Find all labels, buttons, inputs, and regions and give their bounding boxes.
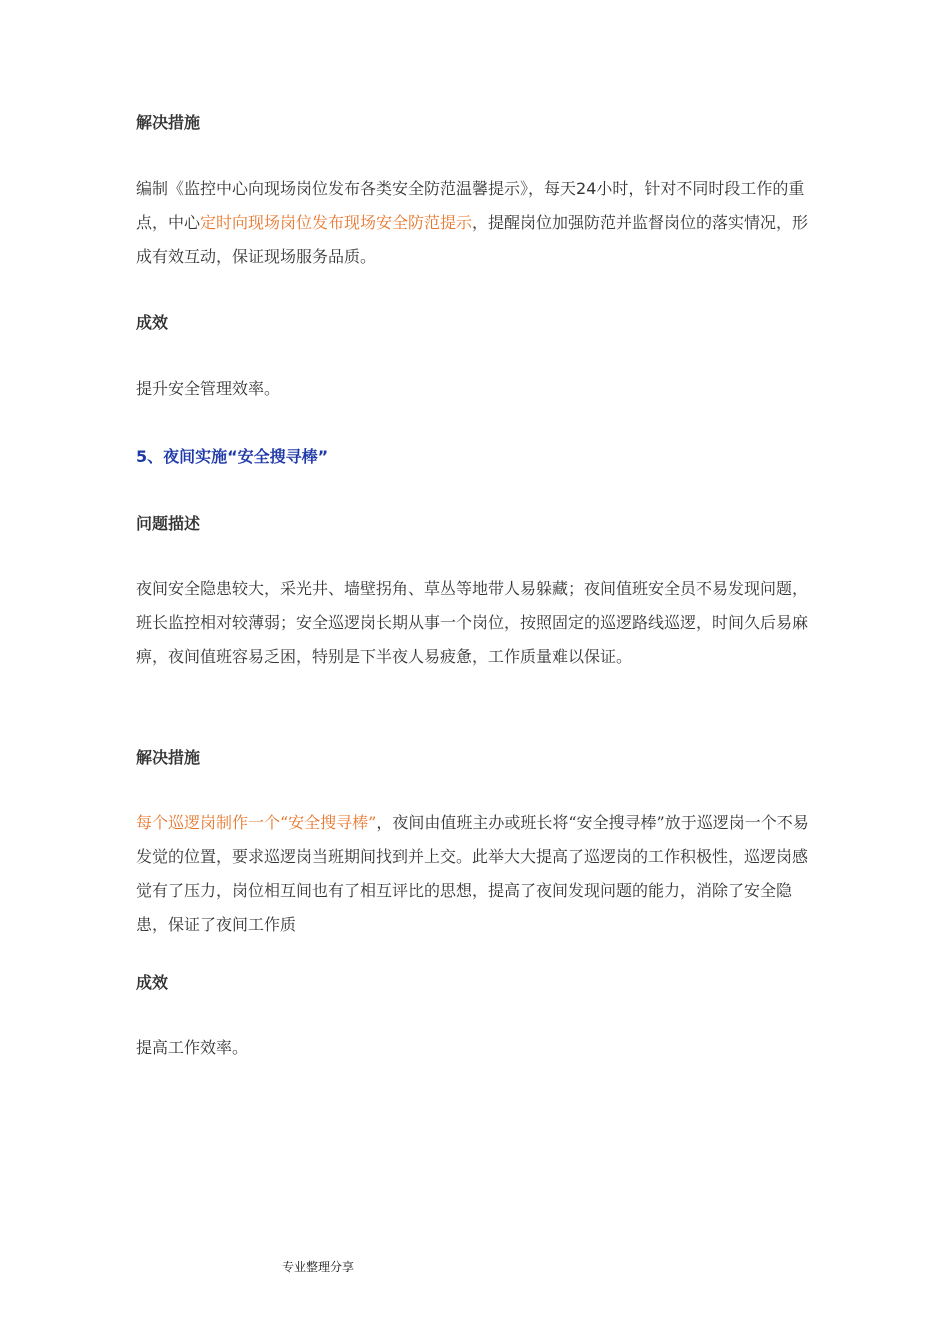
paragraph-number: 24 xyxy=(576,179,597,198)
section-title: 5、夜间实施“安全搜寻棒” xyxy=(136,447,329,466)
footer-note: 专业整理分享 xyxy=(282,1260,355,1274)
highlighted-text: 每个巡逻岗制作一个“安全搜寻棒” xyxy=(136,813,377,832)
heading-problem: 问题描述 xyxy=(136,514,201,533)
heading-solution: 解决措施 xyxy=(136,113,201,132)
paragraph-solution xyxy=(136,806,816,942)
heading-result: 成效 xyxy=(136,973,169,992)
heading-result: 成效 xyxy=(136,313,169,332)
paragraph-text: 小时，针对不同时段工作的重点，中心 xyxy=(136,179,805,232)
paragraph-problem: 夜间安全隐患较大，采光井、墙壁拐角、草丛等地带人易躲藏；夜间值班安全员不易发现问题，班长监控相对较薄弱；安全巡逻岗长期从事一个岗位，按照固定的巡逻路线巡逻，时间久后易麻痹，夜间值班容易乏困，特别是下半夜人易疲惫，工作质量难以保证。 xyxy=(136,579,809,666)
paragraph-solution xyxy=(136,172,816,274)
heading-solution: 解决措施 xyxy=(136,748,201,767)
paragraph-text: ，提醒岗位加强防范并监督岗位的落实情况，形成有效互动，保证现场服务品质。 xyxy=(136,213,809,266)
paragraph-text: ，夜间由值班主办或班长将“安全搜寻棒”放于巡逻岗一个不易发觉的位置，要求巡逻岗当班期间找到并上交。此举大大提高了巡逻岗的工作积极性，巡逻岗感觉有了压力，岗位相互间也有了相互评比的思想，提高了夜间发现问题的能力，消除了安全隐患，保证了夜间工作质 xyxy=(136,813,809,934)
paragraph-result: 提高工作效率。 xyxy=(136,1038,249,1057)
paragraph-result: 提升安全管理效率。 xyxy=(136,379,281,398)
highlighted-text: 定时向现场岗位发布现场安全防范提示 xyxy=(200,213,473,232)
paragraph-text: 编制《监控中心向现场岗位发布各类安全防范温馨提示》，每天 xyxy=(136,179,577,198)
